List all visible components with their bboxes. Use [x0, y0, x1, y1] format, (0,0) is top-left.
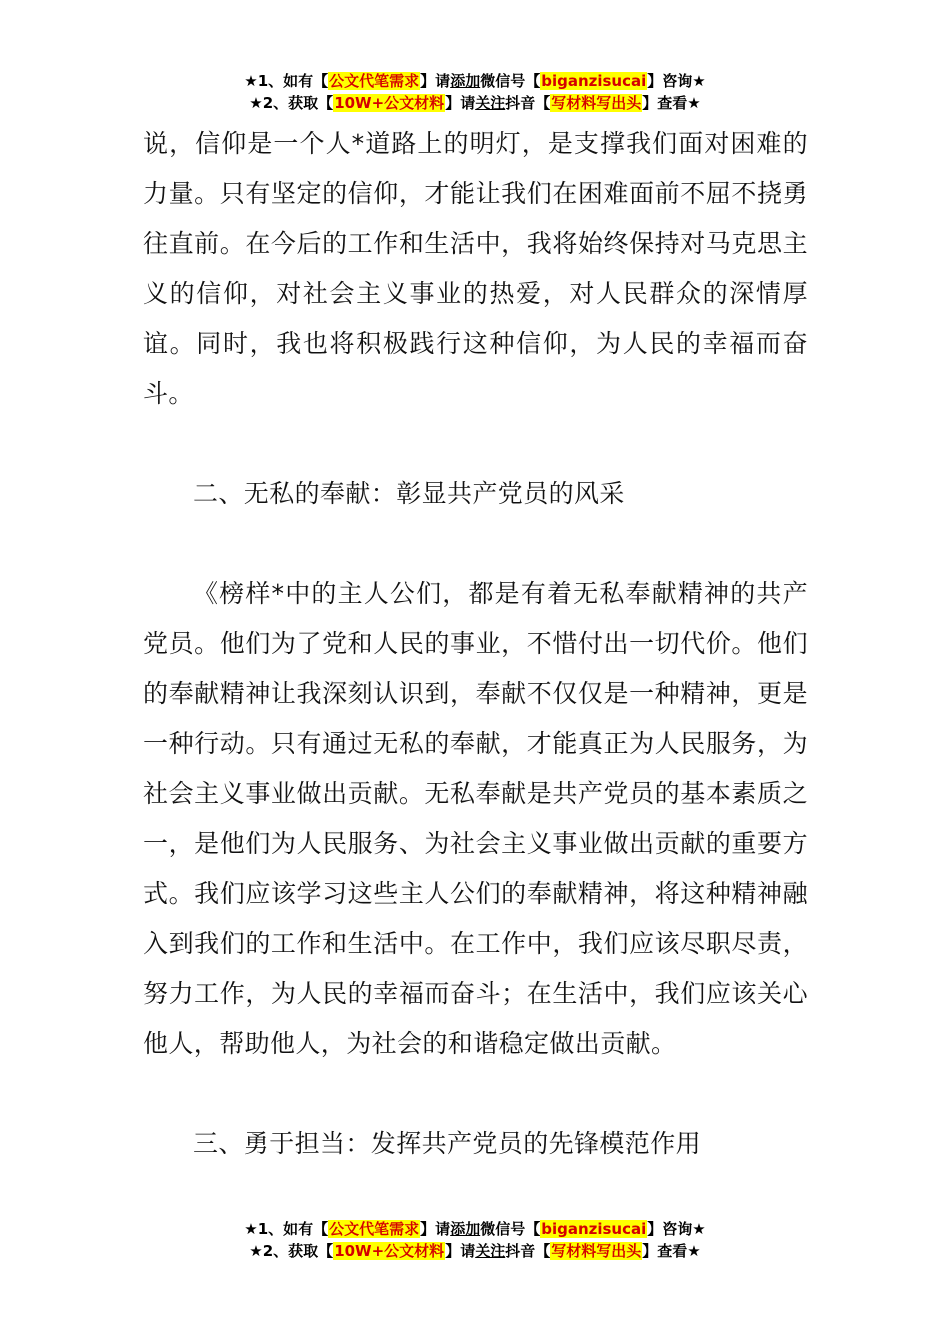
- banner-text: ★2、获取【: [249, 94, 334, 112]
- spacer: [143, 1069, 808, 1119]
- banner-highlight: 10W+公文材料: [334, 1242, 445, 1260]
- banner-highlight: 写材料写出头: [551, 94, 642, 112]
- banner-highlight: 10W+公文材料: [334, 94, 445, 112]
- paragraph-2: 《榜样*中的主人公们，都是有着无私奉献精神的共产党员。他们为了党和人民的事业，不惜付出一切代价。他们的奉献精神让我深刻认识到，奉献不仅仅是一种精神，更是一种行动。只有通过无私的奉献，才能真正为人民服务，为社会主义事业做出贡献。无私奉献是共产党员的基本素质之一，是他们为人民服务、为社会主义事业做出贡献的重要方式。我们应该学习这些主人公们的奉献精神，将这种精神融入到我们的工作和生活中。在工作中，我们应该尽职尽责，努力工作，为人民的幸福而奋斗；在生活中，我们应该关心他人，帮助他人，为社会的和谐稳定做出贡献。: [143, 579, 808, 1058]
- banner-line-1: [0, 70, 950, 92]
- banner-text: 】请: [445, 1242, 476, 1260]
- banner-line-2: [0, 92, 950, 114]
- banner-line-2: [0, 1240, 950, 1262]
- banner-text: 】请: [445, 94, 476, 112]
- banner-underlined-text: 添加: [450, 72, 481, 90]
- banner-highlight: 公文代笔需求: [329, 72, 420, 90]
- banner-highlight: 写材料写出头: [551, 1242, 642, 1260]
- banner-underlined-text: 关注: [475, 94, 506, 112]
- banner-text: 】咨询★: [647, 72, 706, 90]
- section-heading-2: 二、无私的奉献：彰显共产党员的风采: [193, 479, 625, 508]
- banner-text: 抖音【: [505, 94, 551, 112]
- banner-text: ★1、如有【: [244, 72, 329, 90]
- banner-text: ★1、如有【: [244, 1220, 329, 1238]
- section-heading-3: 三、勇于担当：发挥共产党员的先锋模范作用: [193, 1129, 702, 1158]
- banner-line-1: [0, 1218, 950, 1240]
- banner-text: 】请: [420, 72, 451, 90]
- banner-text: 】咨询★: [647, 1220, 706, 1238]
- banner-underlined-text: 关注: [475, 1242, 506, 1260]
- header-banner: [0, 70, 950, 114]
- banner-text: 抖音【: [505, 1242, 551, 1260]
- document-body: [143, 119, 808, 1169]
- banner-underlined-text: 添加: [450, 1220, 481, 1238]
- banner-text: 微信号【: [480, 72, 541, 90]
- spacer: [143, 419, 808, 469]
- banner-text: 微信号【: [480, 1220, 541, 1238]
- banner-text: 】查看★: [642, 94, 701, 112]
- banner-text: 】查看★: [642, 1242, 701, 1260]
- banner-text: 】请: [420, 1220, 451, 1238]
- banner-highlight: biganzisucai: [541, 72, 647, 90]
- banner-text: ★2、获取【: [249, 1242, 334, 1260]
- spacer: [143, 519, 808, 569]
- paragraph-1: 说，信仰是一个人*道路上的明灯，是支撑我们面对困难的力量。只有坚定的信仰，才能让我们在困难面前不屈不挠勇往直前。在今后的工作和生活中，我将始终保持对马克思主义的信仰，对社会主义事业的热爱，对人民群众的深情厚谊。同时，我也将积极践行这种信仰，为人民的幸福而奋斗。: [143, 129, 808, 408]
- footer-banner: [0, 1218, 950, 1262]
- banner-highlight: 公文代笔需求: [329, 1220, 420, 1238]
- banner-highlight: biganzisucai: [541, 1220, 647, 1238]
